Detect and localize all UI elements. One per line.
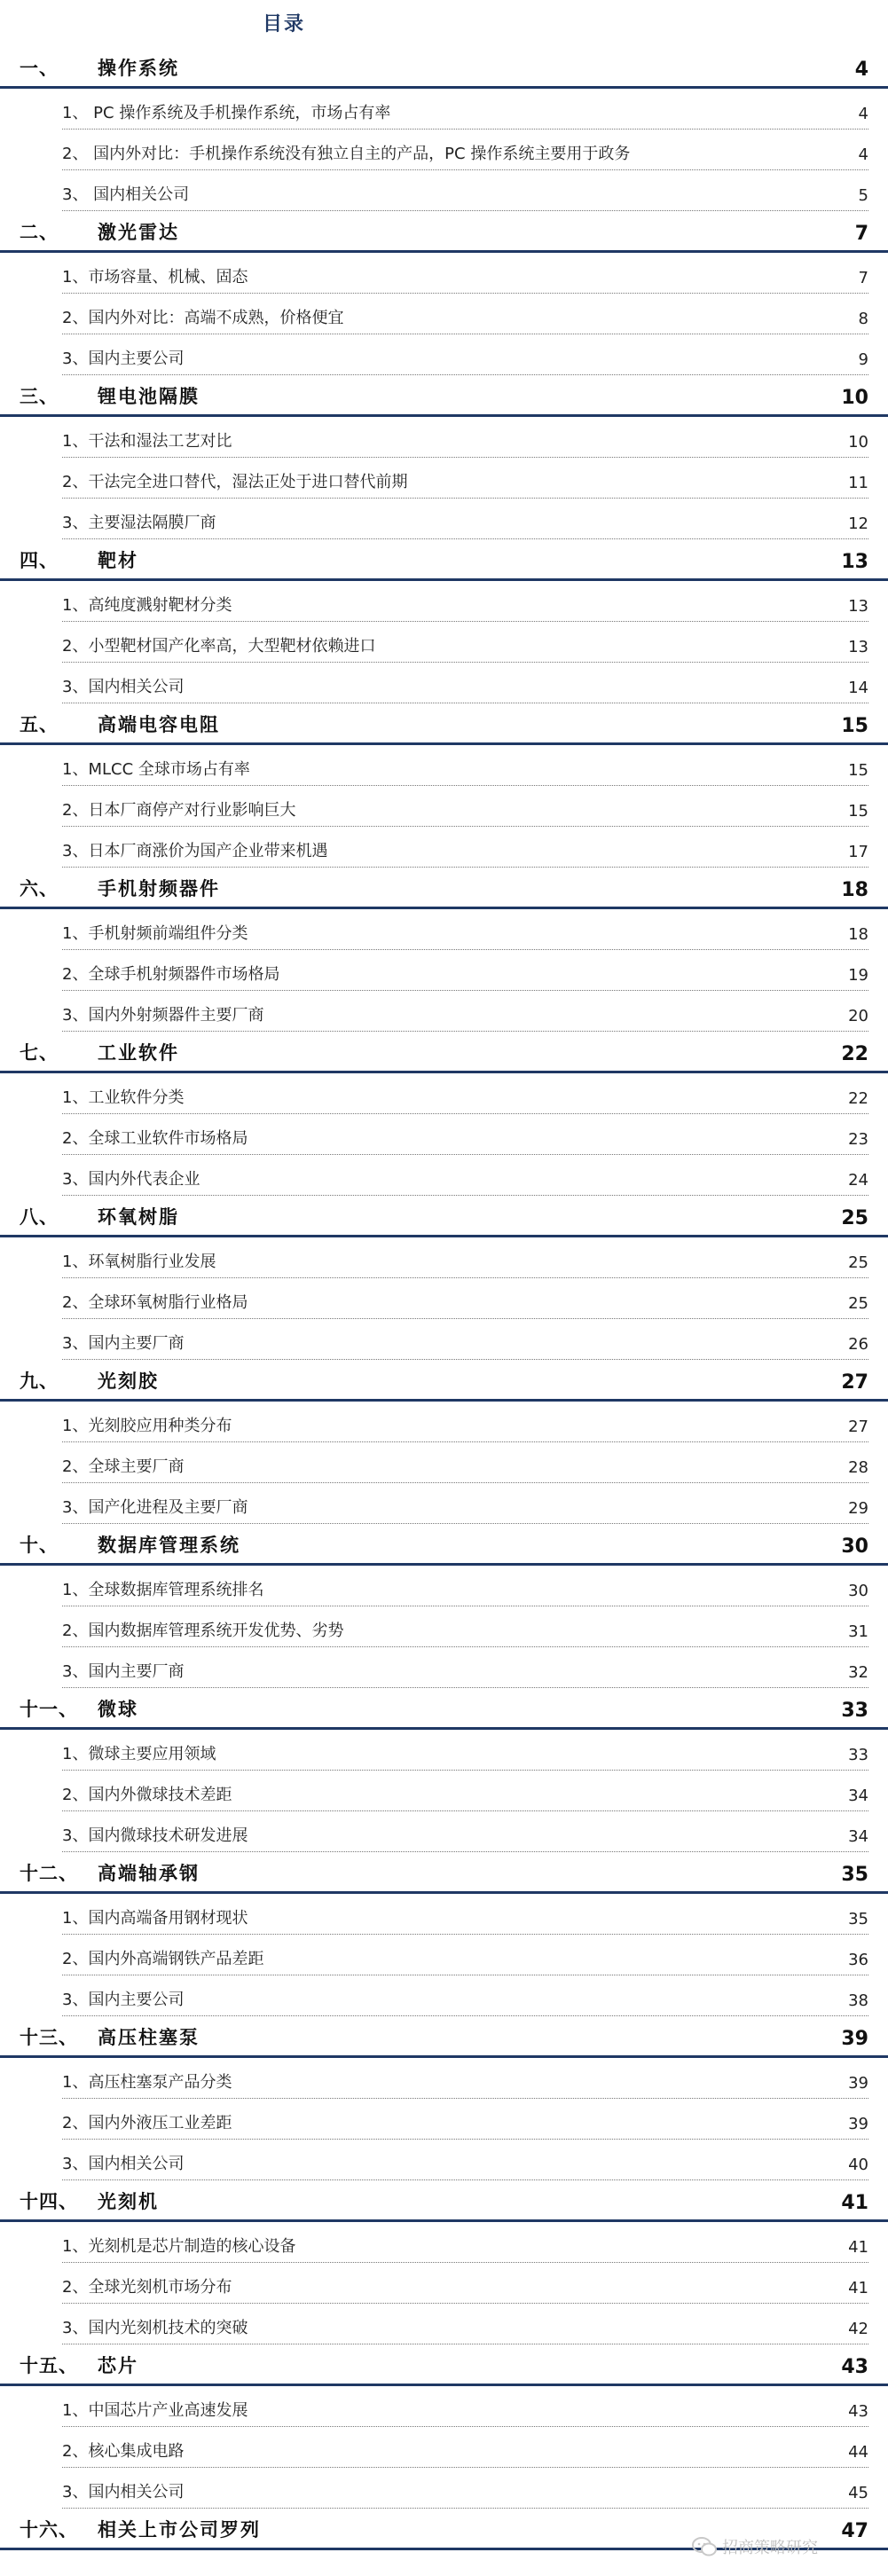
toc-entry-sub[interactable] [62, 786, 868, 827]
subsection-title: 1、工业软件分类 [62, 1088, 185, 1107]
section-title: 操作系统 [98, 58, 179, 79]
subsection-title: 2、国内外高端钢铁产品差距 [62, 1950, 264, 1968]
subsection-title: 1、手机射频前端组件分类 [62, 924, 248, 943]
toc-entry-sub[interactable] [62, 2304, 868, 2344]
section-number: 七、 [20, 1042, 59, 1064]
subsection-title: 3、国内主要公司 [62, 349, 185, 368]
subsection-page: 31 [848, 1622, 868, 1641]
subsection-page: 17 [848, 843, 868, 861]
toc-entry-sub[interactable] [62, 334, 868, 375]
subsection-page: 41 [848, 2279, 868, 2297]
toc-section [0, 2181, 888, 2345]
subsection-page: 22 [848, 1089, 868, 1108]
toc-entry-sub[interactable] [62, 1894, 868, 1935]
section-page: 15 [841, 715, 868, 737]
toc-entry-main[interactable] [0, 2181, 888, 2222]
subsection-page: 28 [848, 1458, 868, 1477]
section-number: 十、 [20, 1535, 59, 1556]
toc-section [0, 2345, 888, 2509]
subsection-title: 3、 国内相关公司 [62, 185, 190, 204]
section-page: 7 [854, 223, 868, 245]
toc-entry-sub[interactable] [62, 1442, 868, 1483]
section-number: 十一、 [20, 1699, 78, 1720]
toc-section [0, 1197, 888, 1361]
toc-entry-sub[interactable] [62, 1730, 868, 1771]
subsection-title: 2、国内外微球技术差距 [62, 1786, 232, 1804]
subsection-page: 41 [848, 2238, 868, 2257]
toc-entry-main[interactable] [0, 1525, 888, 1566]
subsection-page: 36 [848, 1951, 868, 1969]
toc-entry-sub[interactable] [62, 2099, 868, 2140]
subsection-page: 25 [848, 1294, 868, 1313]
toc-entry-sub[interactable] [62, 1566, 868, 1606]
section-title: 微球 [98, 1699, 138, 1720]
subsection-page: 7 [858, 269, 868, 287]
section-number: 十五、 [20, 2355, 78, 2376]
subsection-page: 35 [848, 1910, 868, 1928]
section-title: 环氧树脂 [98, 1206, 179, 1228]
toc-section [0, 2017, 888, 2181]
wechat-icon [692, 2537, 717, 2556]
subsection-page: 5 [858, 186, 868, 205]
toc-entry-sub[interactable] [62, 2058, 868, 2099]
subsection-page: 27 [848, 1418, 868, 1436]
subsection-title: 3、国内主要公司 [62, 1991, 185, 2009]
subsection-page: 8 [858, 310, 868, 328]
subsection-title: 1、中国芯片产业高速发展 [62, 2401, 248, 2420]
table-of-contents [0, 48, 888, 2563]
toc-entry-sub[interactable] [62, 1647, 868, 1688]
subsection-title: 1、MLCC 全球市场占有率 [62, 760, 250, 779]
toc-section [0, 1361, 888, 1525]
subsection-title: 3、国产化进程及主要厂商 [62, 1498, 248, 1517]
toc-entry-main[interactable] [0, 1033, 888, 1073]
subsection-page: 10 [848, 433, 868, 452]
toc-entry-main[interactable] [0, 2345, 888, 2386]
section-page: 22 [841, 1043, 868, 1065]
toc-entry-sub[interactable] [62, 1935, 868, 1975]
subsection-page: 13 [848, 638, 868, 656]
subsection-page: 34 [848, 1827, 868, 1846]
toc-entry-sub[interactable] [62, 417, 868, 458]
subsection-title: 2、全球工业软件市场格局 [62, 1129, 248, 1148]
subsection-title: 3、国内外代表企业 [62, 1170, 200, 1189]
toc-section [0, 868, 888, 1033]
section-page: 41 [841, 2192, 868, 2214]
section-title: 手机射频器件 [98, 878, 220, 899]
toc-entry-sub[interactable] [62, 2140, 868, 2180]
toc-section [0, 1033, 888, 1197]
subsection-page: 14 [848, 679, 868, 697]
subsection-title: 3、国内主要厂商 [62, 1662, 185, 1681]
subsection-title: 3、国内相关公司 [62, 678, 185, 696]
section-page: 27 [841, 1371, 868, 1394]
section-number: 八、 [20, 1206, 59, 1228]
subsection-title: 1、光刻胶应用种类分布 [62, 1417, 232, 1435]
toc-section [0, 48, 888, 212]
section-page: 47 [841, 2520, 868, 2542]
toc-entry-main[interactable] [0, 2017, 888, 2058]
subsection-page: 25 [848, 1253, 868, 1272]
toc-entry-sub[interactable] [62, 1811, 868, 1852]
section-number: 十四、 [20, 2191, 78, 2212]
toc-section [0, 1525, 888, 1689]
subsection-page: 32 [848, 1663, 868, 1682]
subsection-page: 11 [848, 474, 868, 492]
toc-section [0, 704, 888, 868]
toc-entry-sub[interactable] [62, 745, 868, 786]
subsection-title: 2、日本厂商停产对行业影响巨大 [62, 801, 296, 820]
toc-entry-sub[interactable] [62, 1319, 868, 1360]
toc-entry-main[interactable] [0, 212, 888, 253]
section-number: 一、 [20, 58, 59, 79]
subsection-page: 12 [848, 514, 868, 533]
section-page: 35 [841, 1864, 868, 1886]
subsection-title: 2、国内数据库管理系统开发优势、劣势 [62, 1622, 344, 1640]
toc-entry-sub[interactable] [62, 1402, 868, 1442]
section-number: 九、 [20, 1370, 59, 1392]
subsection-title: 1、高压柱塞泵产品分类 [62, 2073, 232, 2092]
subsection-page: 29 [848, 1499, 868, 1518]
toc-entry-sub[interactable] [62, 1155, 868, 1196]
toc-entry-sub[interactable] [62, 2427, 868, 2468]
subsection-title: 2、干法完全进口替代，湿法正处于进口替代前期 [62, 473, 408, 491]
toc-entry-sub[interactable] [62, 909, 868, 950]
section-number: 二、 [20, 222, 59, 243]
toc-entry-sub[interactable] [62, 253, 868, 294]
subsection-page: 4 [858, 145, 868, 164]
subsection-page: 45 [848, 2484, 868, 2502]
subsection-title: 3、国内微球技术研发进展 [62, 1826, 248, 1845]
section-page: 4 [854, 59, 868, 81]
section-page: 18 [841, 879, 868, 901]
subsection-title: 2、全球光刻机市场分布 [62, 2278, 232, 2297]
toc-title: 目录 [262, 13, 305, 35]
subsection-page: 39 [848, 2115, 868, 2133]
section-number: 五、 [20, 714, 59, 735]
section-page: 30 [841, 1535, 868, 1558]
toc-entry-main[interactable] [0, 1197, 888, 1237]
toc-entry-sub[interactable] [62, 499, 868, 539]
toc-entry-sub[interactable] [62, 581, 868, 622]
section-number: 四、 [20, 550, 59, 571]
section-page: 33 [841, 1700, 868, 1722]
section-title: 靶材 [98, 550, 138, 571]
toc-section [0, 1689, 888, 1853]
section-title: 光刻胶 [98, 1370, 159, 1392]
toc-entry-sub[interactable] [62, 827, 868, 868]
subsection-page: 38 [848, 1991, 868, 2010]
subsection-title: 2、核心集成电路 [62, 2442, 185, 2461]
subsection-page: 42 [848, 2320, 868, 2338]
subsection-title: 1、环氧树脂行业发展 [62, 1253, 216, 1271]
section-title: 锂电池隔膜 [98, 386, 200, 407]
subsection-title: 1、干法和湿法工艺对比 [62, 432, 232, 451]
section-title: 芯片 [98, 2355, 138, 2376]
subsection-title: 2、国内外液压工业差距 [62, 2114, 232, 2132]
watermark-text: 招商策略研究 [722, 2539, 818, 2557]
subsection-title: 3、国内光刻机技术的突破 [62, 2319, 248, 2337]
subsection-title: 2、全球环氧树脂行业格局 [62, 1293, 248, 1312]
section-title: 高压柱塞泵 [98, 2027, 200, 2048]
section-title: 相关上市公司罗列 [98, 2519, 261, 2541]
section-title: 光刻机 [98, 2191, 159, 2212]
subsection-page: 15 [848, 802, 868, 821]
subsection-page: 40 [848, 2156, 868, 2174]
section-title: 高端轴承钢 [98, 1863, 200, 1884]
toc-entry-sub[interactable] [62, 1278, 868, 1319]
subsection-page: 18 [848, 925, 868, 944]
subsection-page: 24 [848, 1171, 868, 1190]
section-title: 高端电容电阻 [98, 714, 220, 735]
toc-entry-sub[interactable] [62, 1114, 868, 1155]
subsection-title: 3、国内主要厂商 [62, 1334, 185, 1353]
subsection-title: 2、国内外对比：高端不成熟，价格便宜 [62, 309, 344, 327]
toc-entry-sub[interactable] [62, 458, 868, 499]
toc-entry-sub[interactable] [62, 2263, 868, 2304]
toc-entry-sub[interactable] [62, 1073, 868, 1114]
section-title: 工业软件 [98, 1042, 179, 1064]
toc-section [0, 1853, 888, 2017]
subsection-page: 34 [848, 1787, 868, 1805]
subsection-title: 2、全球主要厂商 [62, 1457, 185, 1476]
toc-entry-sub[interactable] [62, 2222, 868, 2263]
subsection-page: 23 [848, 1130, 868, 1149]
subsection-page: 19 [848, 966, 868, 985]
toc-entry-main[interactable] [0, 1689, 888, 1730]
subsection-page: 9 [858, 350, 868, 369]
section-page: 25 [841, 1207, 868, 1229]
subsection-page: 4 [858, 105, 868, 123]
toc-entry-main[interactable] [0, 540, 888, 581]
toc-entry-main[interactable] [0, 704, 888, 745]
watermark [692, 2535, 818, 2558]
subsection-title: 1、市场容量、机械、固态 [62, 268, 248, 287]
subsection-page: 13 [848, 597, 868, 616]
section-page: 10 [841, 387, 868, 409]
toc-entry-sub[interactable] [62, 1606, 868, 1647]
toc-entry-sub[interactable] [62, 1771, 868, 1811]
subsection-title: 2、全球手机射频器件市场格局 [62, 965, 280, 984]
toc-entry-sub[interactable] [62, 991, 868, 1032]
toc-section [0, 540, 888, 704]
toc-entry-sub[interactable] [62, 2386, 868, 2427]
toc-entry-sub[interactable] [62, 1237, 868, 1278]
subsection-title: 3、主要湿法隔膜厂商 [62, 514, 216, 532]
toc-entry-sub[interactable] [62, 622, 868, 663]
toc-entry-sub[interactable] [62, 130, 868, 170]
subsection-page: 20 [848, 1007, 868, 1025]
subsection-title: 1、全球数据库管理系统排名 [62, 1581, 264, 1599]
section-page: 43 [841, 2356, 868, 2378]
toc-entry-main[interactable] [0, 1853, 888, 1894]
subsection-page: 15 [848, 761, 868, 780]
toc-entry-sub[interactable] [62, 663, 868, 703]
toc-section [0, 212, 888, 376]
toc-entry-sub[interactable] [62, 1483, 868, 1524]
subsection-title: 3、日本厂商涨价为国产企业带来机遇 [62, 842, 328, 860]
subsection-page: 30 [848, 1582, 868, 1600]
subsection-title: 2、小型靶材国产化率高，大型靶材依赖进口 [62, 637, 376, 656]
toc-entry-main[interactable] [0, 48, 888, 89]
toc-entry-sub[interactable] [62, 170, 868, 211]
subsection-page: 26 [848, 1335, 868, 1354]
subsection-title: 1、 PC 操作系统及手机操作系统，市场占有率 [62, 104, 391, 122]
subsection-page: 33 [848, 1746, 868, 1764]
subsection-title: 1、国内高端备用钢材现状 [62, 1909, 248, 1928]
section-number: 三、 [20, 386, 59, 407]
subsection-page: 39 [848, 2074, 868, 2093]
toc-entry-main[interactable] [0, 868, 888, 909]
toc-entry-main[interactable] [0, 1361, 888, 1402]
section-title: 激光雷达 [98, 222, 179, 243]
subsection-title: 1、高纯度溅射靶材分类 [62, 596, 232, 615]
section-number: 六、 [20, 878, 59, 899]
toc-entry-sub[interactable] [62, 950, 868, 991]
section-page: 39 [841, 2028, 868, 2050]
section-number: 十六、 [20, 2519, 78, 2541]
section-title: 数据库管理系统 [98, 1535, 240, 1556]
section-number: 十二、 [20, 1863, 78, 1884]
subsection-page: 44 [848, 2443, 868, 2462]
subsection-title: 2、 国内外对比：手机操作系统没有独立自主的产品，PC 操作系统主要用于政务 [62, 145, 631, 163]
section-page: 13 [841, 551, 868, 573]
subsection-title: 1、光刻机是芯片制造的核心设备 [62, 2237, 296, 2256]
subsection-page: 43 [848, 2402, 868, 2421]
section-number: 十三、 [20, 2027, 78, 2048]
toc-entry-sub[interactable] [62, 294, 868, 334]
toc-entry-sub[interactable] [62, 1975, 868, 2016]
toc-section [0, 376, 888, 540]
subsection-title: 1、微球主要应用领域 [62, 1745, 216, 1763]
toc-entry-sub[interactable] [62, 2468, 868, 2509]
toc-entry-main[interactable] [0, 376, 888, 417]
subsection-title: 3、国内相关公司 [62, 2155, 185, 2173]
toc-entry-sub[interactable] [62, 89, 868, 130]
subsection-title: 3、国内相关公司 [62, 2483, 185, 2501]
subsection-title: 3、国内外射频器件主要厂商 [62, 1006, 264, 1025]
